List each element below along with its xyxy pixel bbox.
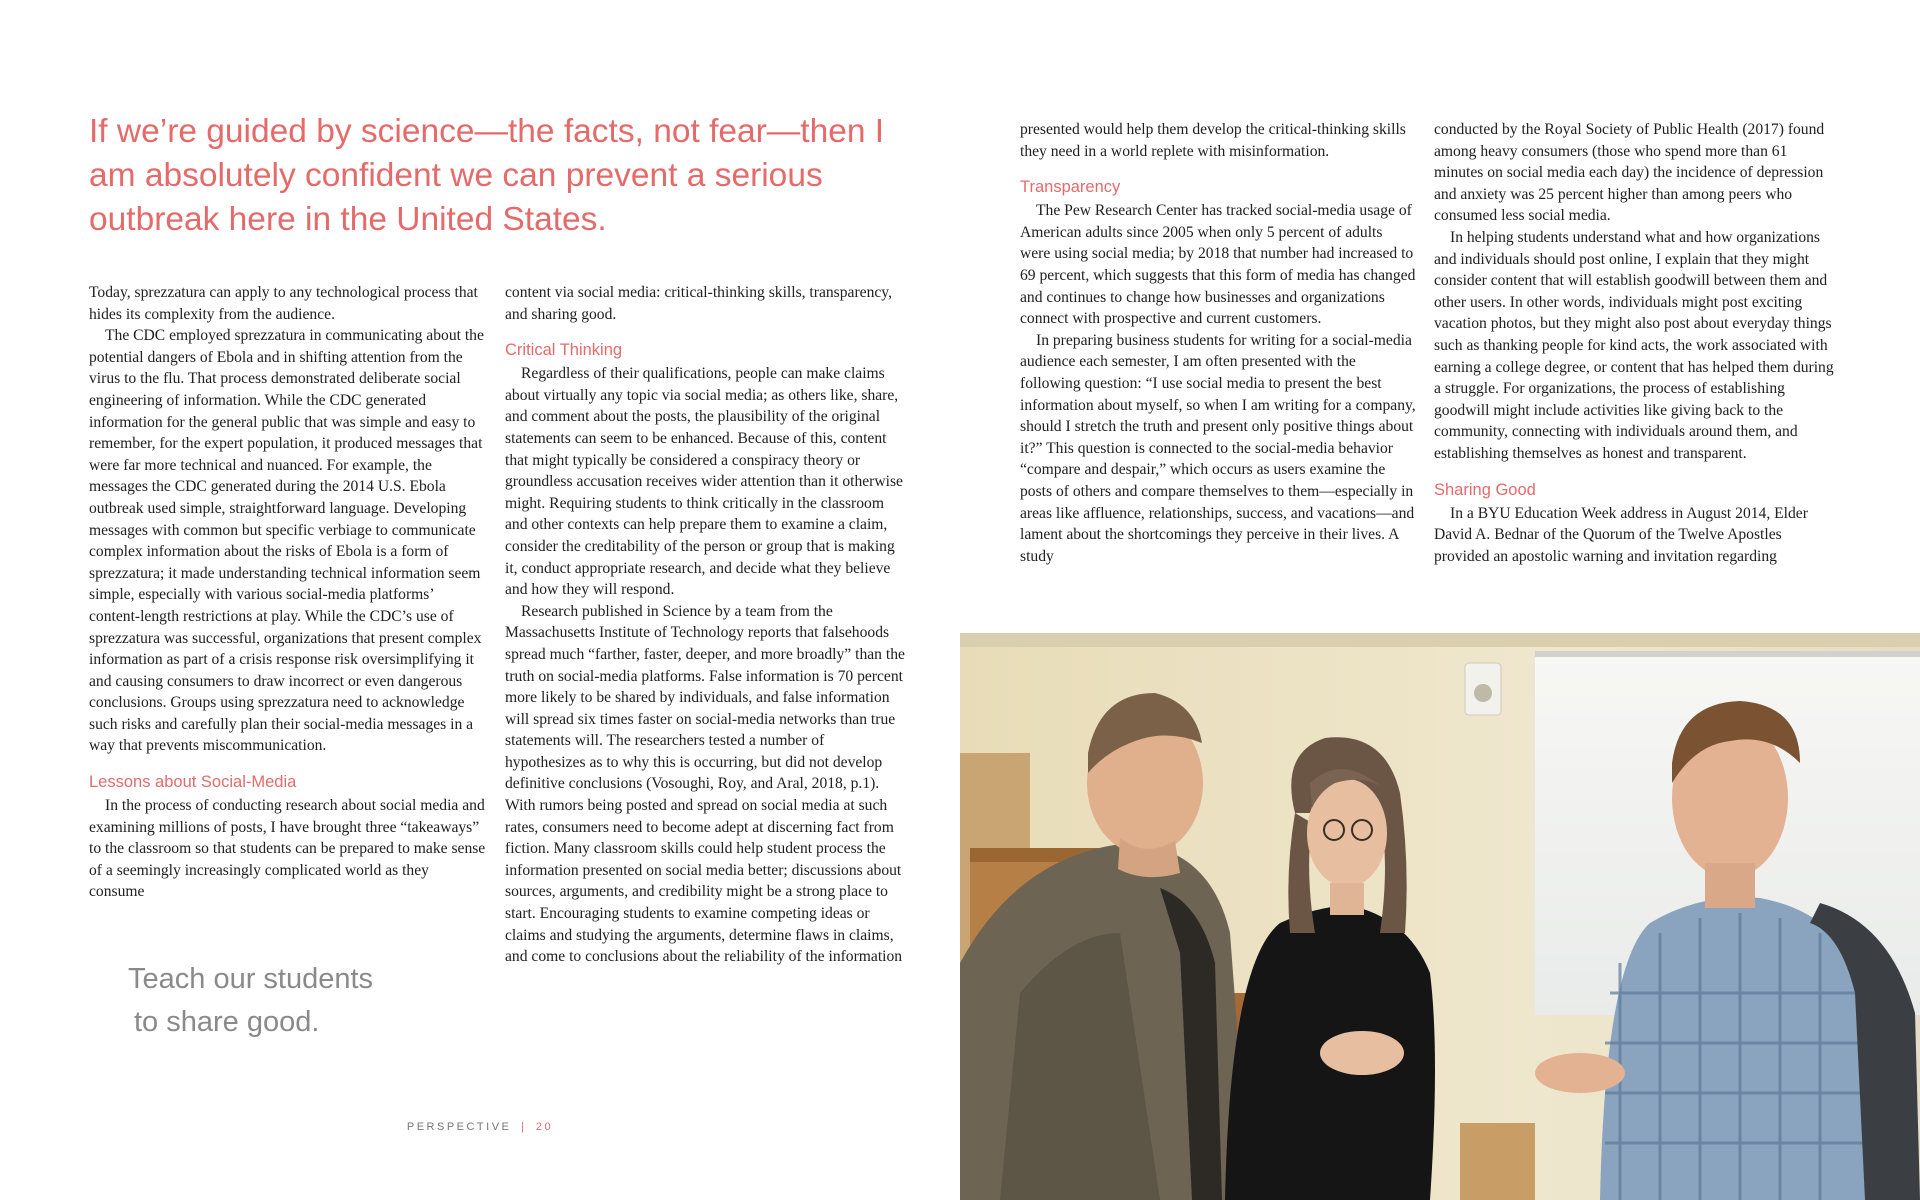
paragraph: The Pew Research Center has tracked social-media usage of American adults since 2005 when only 5 percent of adults were using social media; by 2018 that number had increased to 69 percent, which suggests that this form of media has changed and continues to change how businesses and organizations connect with prospective and current customers. <box>1020 202 1416 328</box>
section-heading-critical-thinking: Critical Thinking <box>505 341 623 360</box>
ceiling-edge <box>960 633 1920 647</box>
section-heading-lessons: Lessons about Social-Media <box>89 773 297 792</box>
paragraph: Regardless of their qualifications, people can make claims about virtually any topic via social media; as others like, share, and comment about the posts, the plausibility of the original statements can seem to be enhanced. Because of this, content that might typically be considered a conspiracy theory or groundless accusation receives wider attention than it otherwise might. Requiring students to think critically in the classroom and other contexts can help prepare them to examine a claim, consider the creditability of the person or group that is making it, conduct appropriate research, and decide what they believe and how they will respond. <box>505 365 903 599</box>
paragraph: conducted by the Royal Society of Public Health (2017) found among heavy consumers (those who spend more than 61 minutes on social media each day) the incidence of depression and anxiety was 25 percent higher than among peers who consumed less social media. <box>1434 121 1825 225</box>
paragraph: In a BYU Education Week address in August 2014, Elder David A. Bednar of the Quorum of the Twelve Apostles provided an apostolic warning and invitation regarding <box>1434 504 1808 565</box>
paragraph: In the process of conducting research about social media and examining millions of posts, I have brought three “takeaways” to the classroom so that students can be prepared to make sense of a seemingly increasingly complicated world as they consume <box>89 797 486 901</box>
page-folio <box>0 1121 960 1133</box>
classroom-photo-illustration <box>960 633 1920 1200</box>
side-quote-line: Teach our students <box>128 963 374 995</box>
paragraph: content via social media: critical-thinking skills, transparency, and sharing good. <box>505 284 892 323</box>
side-quote-line: to share good. <box>134 1006 320 1038</box>
professor-neck <box>1330 883 1364 915</box>
section-heading-transparency: Transparency <box>1020 178 1121 197</box>
classroom-photo <box>960 633 1920 1200</box>
cardboard-box <box>1460 1123 1535 1200</box>
section-heading-sharing-good: Sharing Good <box>1434 480 1536 499</box>
page-number: 20 <box>535 1121 554 1133</box>
publication-name: PERSPECTIVE <box>406 1121 512 1133</box>
speaker-cone <box>1474 684 1492 702</box>
paragraph: The CDC employed sprezzatura in communicating about the potential dangers of Ebola and in shifting attention from the virus to the flu. That process demonstrated deliberate social engineering of information. While the CDC generated information for the general public that was simple and easy to remember, for the expert population, it produced messages that were far more technical and nuanced. For example, the messages the CDC generated during the 2014 U.S. Ebola outbreak used simple, straightforward language. Developing messages with common but specific verbiage to communicate complex information about the risks of Ebola is a form of sprezzatura; it made understanding technical information seem simple, especially with various social-media platforms’ content-length restrictions at play. While the CDC’s use of sprezzatura was successful, organizations that present complex information as part of a crisis response risk oversimplifying it and causing consumers to draw incorrect or even dangerous conclusions. Groups using sprezzatura need to acknowledge such risks and carefully plan their social-media messages in a way that prevents miscommunication. <box>89 327 484 755</box>
text-column-3 <box>1020 119 1416 567</box>
side-quote <box>128 958 458 1044</box>
professor-hands <box>1320 1031 1404 1075</box>
text-column-4 <box>1434 119 1834 567</box>
right-student-neck <box>1705 863 1755 908</box>
paragraph: In helping students understand what and how organizations and individuals should post online, I explain that they might consider content that will establish goodwill between them and other users. In other words, individuals might post exciting vacation photos, but they might also post about everyday things such as thanking people for kind acts, the work associated with earning a college degree, or content that has helped them during a struggle. For organizations, the process of establishing goodwill might include activities like giving back to the community, connecting with individuals around them, and establishing themselves as honest and transparent. <box>1434 228 1834 462</box>
text-column-2 <box>505 282 905 968</box>
text-column-1 <box>89 282 487 903</box>
paragraph: presented would help them develop the critical-thinking skills they need in a world replete with misinformation. <box>1020 121 1406 160</box>
right-student-hand <box>1535 1053 1625 1093</box>
paragraph: Today, sprezzatura can apply to any technological process that hides its complexity from the audience. <box>89 284 478 323</box>
pull-quote: If we’re guided by science—the facts, not fear—then I am absolutely confident we can prevent a serious outbreak here in the United States. <box>89 113 885 238</box>
paragraph: Research published in Science by a team from the Massachusetts Institute of Technology reports that falsehoods spread much “farther, faster, deeper, and more broadly” than the truth on social-media platforms. False information is 70 percent more likely to be shared by individuals, and false information will spread six times faster on social-media networks than true statements will. The researchers tested a number of hypothesizes as to why this is occurring, but did not develop definitive conclusions (Vosoughi, Roy, and Aral, 2018, p.1). With rumors being posted and spread on social media at such rates, consumers need to become adept at discerning fact from fiction. Many classroom skills could help student process the information presented on social media better; discussions about sources, arguments, and credibility might be a strong place to start. Encouraging students to examine competing ideas or claims and studying the arguments, determine flaws in claims, and come to conclusions about the reliability of the information <box>505 602 905 966</box>
paragraph: In preparing business students for writing for a social-media audience each semester, I am often presented with the following question: “I use social media to present the best information about myself, so when I am writing for a company, should I stretch the truth and present only positive things about it?” This question is connected to the social-media behavior “compare and despair,” which occurs as users examine the posts of others and compare themselves to them—especially in areas like affluence, relationships, success, and vacations—and lament about the shortcomings they perceive in their lives. A study <box>1020 331 1416 565</box>
folio-separator: | <box>520 1121 527 1133</box>
right-student-plaid-shirt <box>1600 897 1875 1200</box>
screen-housing <box>1535 651 1920 657</box>
